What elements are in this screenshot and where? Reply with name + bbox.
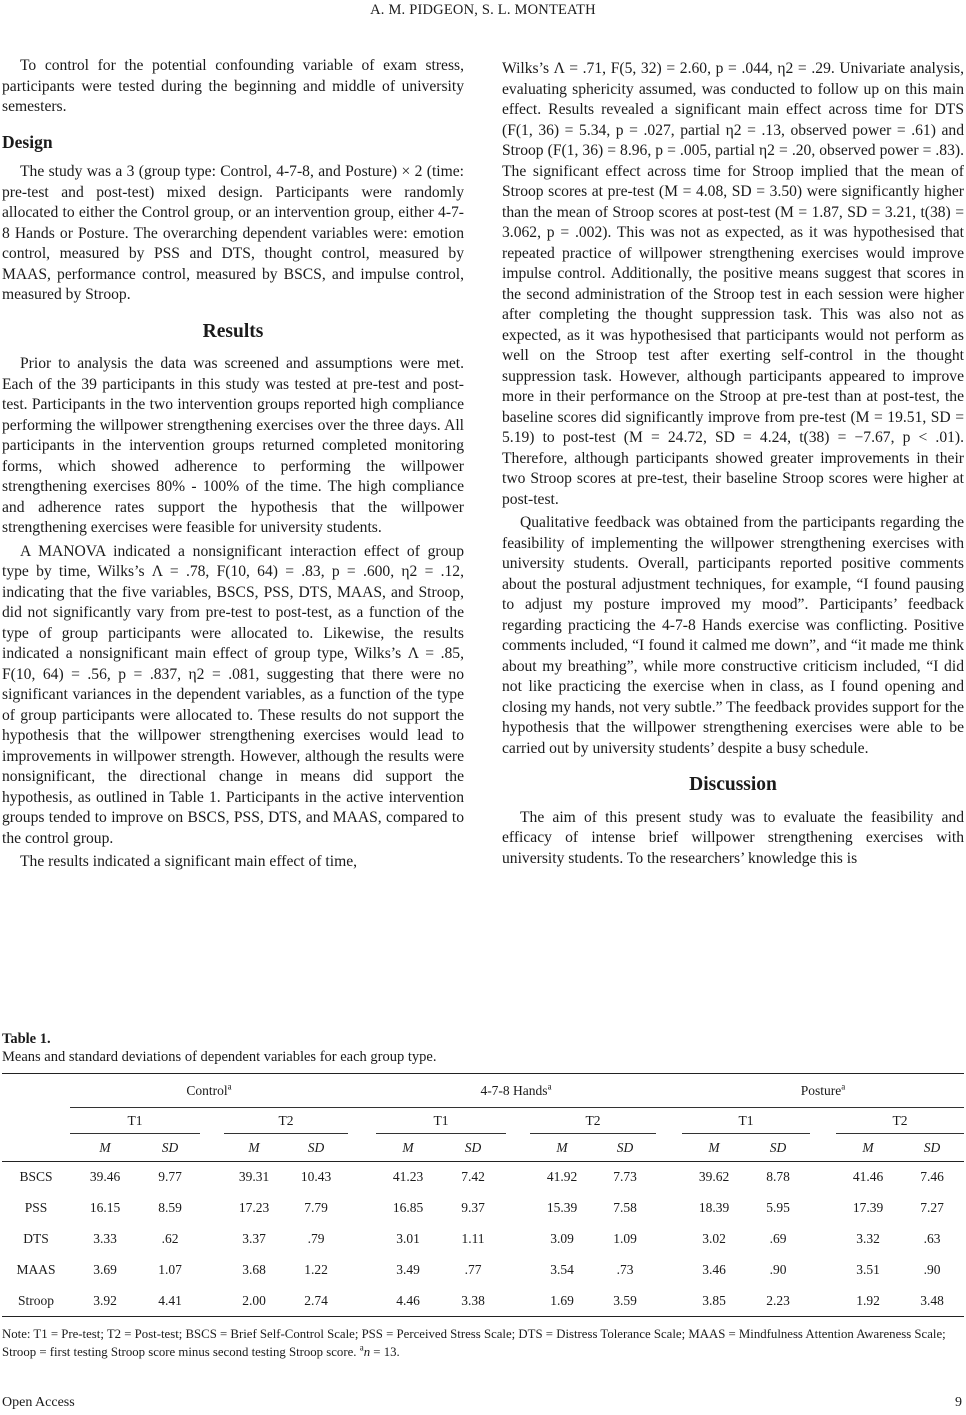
time-header: T2	[224, 1108, 348, 1134]
cell-sd: 1.09	[613, 1231, 637, 1246]
cell-mean: 3.37	[242, 1231, 266, 1246]
cell-mean: 3.46	[702, 1262, 726, 1277]
cell-sd: 7.46	[920, 1169, 944, 1185]
row-label: BSCS	[19, 1169, 53, 1185]
stat-header: SD	[464, 1139, 482, 1155]
cell-sd: 1.07	[158, 1262, 182, 1277]
table-title: Table 1.	[2, 1031, 51, 1047]
cell-sd: 3.38	[461, 1292, 485, 1308]
row-label: PSS	[24, 1200, 48, 1215]
cell-mean: 41.23	[392, 1169, 424, 1185]
results-paragraph-2: A MANOVA indicated a nonsignificant interaction effect of group type by time, Wilks’s Λ = .78, F(10, 64) = .83, p = .600, η2 = .12, indicating that the five variables, BSCS, PSS, DTS, MAAS, and Stroop, did not significantly vary from pre-test to post-test, as a function of the type of group participants were allocated to. Likewise, the results indicated a nonsignificant main effect of group type, Wilks’s Λ = .85, F(10, 64) = .56, p = .837, η2 = .081, suggesting that there were no significant variances in the dependent variables, as a function of the type of group participants were allocated to. These results do not support the hypothesis that the willpower strengthening exercises would lead to improvements in willpower strength. However, although the results were nonsignificant, the directional change in means did support the hypothesis, as outlined in Table 1. Participants in the active intervention groups tended to improve on BSCS, PSS, DTS, and MAAS, compared to the control group.	[2, 542, 464, 847]
cell-mean: 17.23	[238, 1200, 270, 1215]
table-note: Note: T1 = Pre-test; T2 = Post-test; BSCS = Brief Self-Control Scale; PSS = Perceived Stress Scale; DTS = Distress Tolerance Scale; MAAS = Mindfulness Attention Awareness Scale; Stroop = first testing Stroop score minus second testing Stroop score. $^a$n = 13.	[2, 1327, 946, 1359]
stat-header: SD	[923, 1139, 941, 1155]
discussion-paragraph: The aim of this present study was to evaluate the feasibility and efficacy of intense brief willpower strengthening exercises with university students. To the researchers’ knowledge this is	[502, 808, 964, 867]
cell-mean: 3.54	[550, 1262, 574, 1277]
group-header-hands: 4-7-8 Hands$^a$	[376, 1074, 656, 1108]
left-column	[2, 56, 464, 873]
cell-sd: 7.58	[613, 1200, 637, 1215]
cell-sd: .79	[307, 1231, 325, 1246]
cell-mean: 4.46	[396, 1292, 420, 1308]
cell-sd: 7.79	[304, 1200, 328, 1215]
cell-sd: 7.42	[461, 1169, 485, 1185]
cell-sd: .63	[923, 1231, 941, 1246]
cell-mean: 3.92	[93, 1292, 117, 1308]
cell-sd: .90	[769, 1262, 787, 1277]
discussion-heading: Discussion	[689, 774, 777, 795]
stat-header: M	[99, 1139, 111, 1155]
cell-sd: .77	[464, 1262, 482, 1277]
cell-mean: 3.02	[702, 1231, 726, 1246]
time-header: T1	[376, 1108, 506, 1134]
cell-mean: 3.69	[93, 1262, 117, 1277]
cell-mean: 16.85	[392, 1200, 424, 1215]
table-1	[2, 1030, 964, 1361]
stat-header: M	[708, 1139, 720, 1155]
time-header: T2	[530, 1108, 656, 1134]
cell-sd: .90	[923, 1262, 941, 1277]
table-row	[2, 1193, 964, 1224]
cell-sd: 3.48	[920, 1292, 944, 1308]
table-row	[2, 1162, 964, 1193]
cell-mean: 1.92	[856, 1292, 880, 1308]
cell-mean: 1.69	[550, 1292, 574, 1308]
cell-sd: .73	[616, 1262, 634, 1277]
results-heading: Results	[202, 320, 264, 342]
table-caption: Means and standard deviations of dependent variables for each group type.	[2, 1049, 437, 1065]
cell-mean: 3.68	[242, 1262, 266, 1277]
cell-mean: 39.31	[238, 1169, 270, 1185]
stat-header: M	[556, 1139, 568, 1155]
table-row	[2, 1286, 964, 1317]
design-paragraph: The study was a 3 (group type: Control, 4-7-8, and Posture) × 2 (time: pre-test and post-test) mixed design. Participants were randomly allocated to either the Control group, or an intervention group, either 4-7-8 Hands or Posture. The overarching dependent variables were: emotion control, measured by PSS and DTS, thought control, measured by MAAS, performance control, measured by BSCS, and impulse control, measured by Stroop.	[2, 163, 464, 303]
row-label: MAAS	[16, 1262, 56, 1277]
group-header-control: Control$^a$	[70, 1074, 348, 1108]
cell-mean: 39.62	[698, 1169, 730, 1185]
cell-sd: .62	[161, 1231, 179, 1246]
time-header: T1	[682, 1108, 810, 1134]
cell-mean: 3.32	[856, 1231, 880, 1246]
stat-header: M	[402, 1139, 414, 1155]
page-number: 9	[955, 1395, 962, 1410]
stat-header: SD	[161, 1139, 179, 1155]
cell-mean: 2.00	[242, 1292, 266, 1308]
cell-mean: 3.85	[702, 1292, 726, 1308]
cell-mean: 3.33	[93, 1231, 117, 1246]
cell-mean: 39.46	[89, 1169, 121, 1185]
cell-mean: 16.15	[89, 1200, 121, 1215]
stat-header: SD	[616, 1139, 634, 1155]
row-label: DTS	[23, 1231, 49, 1246]
cell-sd: 9.37	[461, 1200, 485, 1215]
results-paragraph-3: The results indicated a significant main effect of time,	[20, 853, 358, 870]
right-column	[502, 59, 964, 869]
cell-mean: 17.39	[852, 1200, 884, 1215]
cell-sd: 1.11	[461, 1231, 485, 1246]
cell-mean: 18.39	[698, 1200, 730, 1215]
cell-sd: 2.23	[766, 1292, 790, 1308]
time-header: T2	[836, 1108, 964, 1134]
table-row	[2, 1224, 964, 1255]
intro-paragraph: To control for the potential confounding variable of exam stress, participants were tested during the beginning and middle of university semesters.	[2, 57, 464, 115]
univariate-paragraph: Wilks’s Λ = .71, F(5, 32) = 2.60, p = .044, η2 = .29. Univariate analysis, evaluating sphericity assumed, was conducted to follow up on this main effect. Results revealed a significant main effect across time for DTS (F(1, 36) = 5.34, p = .027, partial η2 = .13, observed power = .61) and Stroop (F(1, 36) = 8.96, p = .005, partial η2 = .20, observed power = .83). The significant effect across time for Stroop implied that the mean of Stroop scores at pre-test (M = 4.08, SD = 3.50) were significantly higher than the mean of Stroop scores at post-test (M = 1.87, SD = 3.21, t(38) = 3.062, p = .002). This was not as expected, as it was hypothesised that repeated practice of willpower strengthening exercises would improve impulse control. Additionally, the positive means suggest that scores in the second administration of the Stroop test in each session were higher after completing the thought suppression task. This was also not as expected, as it was hypothesised that participants would not perform as well on the Stroop test after exerting self-control in the thought suppression task. However, although participants appeared to improve more in their performance on the Stroop at pre-test than at post-test, the baseline scores did significantly improve from pre-test (M = 19.51, SD = 5.19) to post-test (M = 24.72, SD = 4.24, t(38) = −7.67, p < .01). Therefore, although participants showed greater improvements in their two Stroop scores at pre-test, their baseline Stroop scores were higher at post-test.	[502, 60, 964, 508]
cell-mean: 3.49	[396, 1262, 420, 1277]
stat-header: SD	[769, 1139, 787, 1155]
running-head: A. M. PIDGEON, S. L. MONTEATH	[370, 2, 596, 18]
cell-mean: 3.51	[856, 1262, 880, 1277]
cell-sd: 9.77	[158, 1169, 182, 1185]
cell-mean: 3.01	[396, 1231, 420, 1246]
cell-sd: .69	[769, 1231, 787, 1246]
cell-sd: 3.59	[613, 1292, 637, 1308]
design-heading: Design	[2, 131, 53, 152]
journal-footer: Open Access	[2, 1395, 75, 1410]
cell-mean: 3.09	[550, 1231, 574, 1246]
results-paragraph-1: Prior to analysis the data was screened and assumptions were met. Each of the 39 participants in this study was tested at pre-test and post-test. Participants in the two intervention groups reported high compliance performing the willpower strengthening exercises over the three days. All participants in the intervention groups returned completed monitoring forms, which showed adherence to performing the willpower strengthening exercises 80% - 100% of the time. The high compliance and adherence rates support the hypothesis that the willpower strengthening exercises were feasible for university students.	[2, 355, 464, 536]
row-label: Stroop	[17, 1292, 54, 1308]
cell-sd: 4.41	[158, 1292, 182, 1308]
cell-sd: 8.78	[766, 1169, 790, 1185]
stat-header: M	[862, 1139, 874, 1155]
group-header-posture: Posture$^a$	[682, 1074, 964, 1108]
cell-sd: 2.74	[304, 1292, 328, 1308]
cell-sd: 7.73	[613, 1169, 637, 1185]
cell-sd: 10.43	[300, 1169, 332, 1185]
cell-mean: 41.92	[546, 1169, 578, 1185]
cell-sd: 5.95	[766, 1200, 790, 1215]
cell-sd: 8.59	[158, 1200, 182, 1215]
stat-header: M	[248, 1139, 260, 1155]
qualitative-paragraph: Qualitative feedback was obtained from the participants regarding the feasibility of implementing the willpower strengthening exercises with university students. Overall, participants reported positive comments about the postural adjustment techniques, for example, “I found pausing to adjust my posture improved my mood”. Participants’ feedback regarding practicing the 4-7-8 Hands exercise was conflicting. Positive comments included, “I found it calmed me down”, and “it made me think about my breathing”, while more constructive criticism included, “I did not like practicing the exercise when in class, as I found opening and closing my hands, not very subtle.” The feedback provides support for the hypothesis that the willpower strengthening exercises were able to be carried out by university students’ despite a busy schedule.	[502, 514, 964, 757]
means-table	[2, 1073, 964, 1317]
cell-mean: 41.46	[852, 1169, 884, 1185]
table-row	[2, 1255, 964, 1286]
cell-mean: 15.39	[546, 1200, 578, 1215]
cell-sd: 1.22	[304, 1262, 328, 1277]
cell-sd: 7.27	[920, 1200, 944, 1215]
stat-header: SD	[307, 1139, 325, 1155]
time-header: T1	[70, 1108, 200, 1134]
